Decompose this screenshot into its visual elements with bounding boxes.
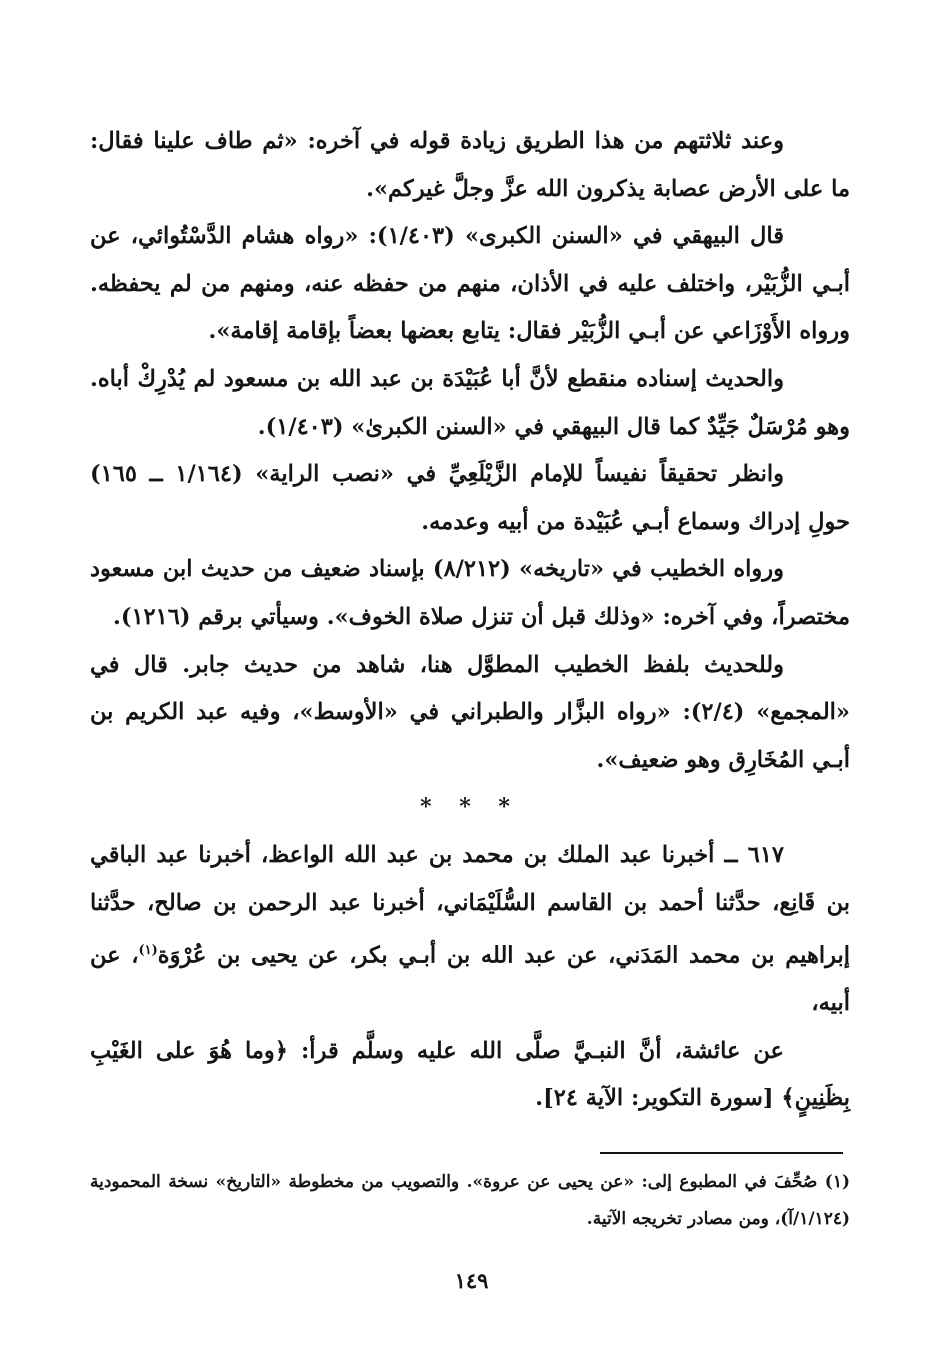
hadith-matn: عن عائشة، أنَّ النبـيَّ صلَّى الله عليه وسلَّم قرأ: ﴿وما هُوَ على الغَيْبِ بِظَنِينٍ﴾ [سورة التكوير: الآية ٢٤]. <box>90 1037 850 1112</box>
page-number: ١٤٩ <box>454 1268 489 1293</box>
paragraph-shahid-jabir: وللحديث بلفظ الخطيب المطوَّل هنا، شاهد من حديث جابر. قال في «المجمع» (٢/٤): «رواه البزَّار والطبراني في «الأوسط»، وفيه عبد الكريم بن أبـي المُخَارِق وهو ضعيف». <box>90 651 850 773</box>
hadith-isnad-text: أخبرنا عبد الملك بن محمد بن عبد الله الواعظ، أخبرنا عبد الباقي بن قَانِع، حدَّثنا أحمد بن القاسم السُّلَيْمَاني، أخبرنا عبد الرحمن بن صالح، حدَّثنا إبراهيم بن محمد المَدَني، عن عبد الله بن أبـي بكر، عن يحيى بن عُرْوَة <box>90 841 850 969</box>
hadith-isnad-end: ، عن أبيه، <box>90 942 850 1017</box>
hadith-isnad <box>90 832 850 1028</box>
footnote-1: (١) صُحِّفَ في المطبوع إلى: «عن يحيى عن عروة». والتصويب من مخطوطة «التاريخ» نسخة المحمودية (١/١٢٤/آ)، ومن مصادر تخريجه الآتية. <box>90 1172 850 1229</box>
paragraph-zaylai-reference: وانظر تحقيقاً نفيساً للإمام الزَّيْلَعِيِّ في «نصب الراية» (١/١٦٤ ــ ١٦٥) حولِ إدراك وسماع أبـي عُبَيْدة من أبيه وعدمه. <box>90 461 850 535</box>
paragraph-bayhaqi-quote: قال البيهقي في «السنن الكبرى» (١/٤٠٣): «رواه هشام الدَّسْتُوائي، عن أبـي الزُّبَيْر، واختلف عليه في الأذان، منهم من حفظه عنه، ومنهم من لم يحفظه. ورواه الأَوْزَاعي عن أبـي الزُّبَيْر فقال: يتابع بعضها بعضاً بإقامة إقامة». <box>90 223 850 345</box>
section-separator: * * * <box>420 794 520 821</box>
hadith-number: ٦١٧ ــ <box>724 841 784 868</box>
paragraph-isnad-munqati: والحديث إسناده منقطع لأنَّ أبا عُبَيْدَة بن عبد الله بن مسعود لم يُدْرِكْ أباه. وهو مُرْسَلٌ جَيِّدٌ كما قال البيهقي في «السنن الكبرىٰ» (١/٤٠٣). <box>90 365 850 440</box>
paragraph-additional-wording: وعند ثلاثتهم من هذا الطريق زيادة قوله في آخره: «ثم طاف علينا فقال: ما على الأرض عصابة يذكرون الله عزَّ وجلَّ غيركم». <box>90 128 850 202</box>
footnote-marker: (١) <box>138 943 158 959</box>
main-text <box>90 118 850 1123</box>
paragraph-khatib-narration: ورواه الخطيب في «تاريخه» (٨/٢١٢) بإسناد ضعيف من حديث ابن مسعود مختصراً، وفي آخره: «وذلك قبل أن تنزل صلاة الخوف». وسيأتي برقم (١٢١٦). <box>90 556 850 630</box>
footnote-divider <box>600 1152 843 1154</box>
footnotes <box>90 1164 850 1238</box>
